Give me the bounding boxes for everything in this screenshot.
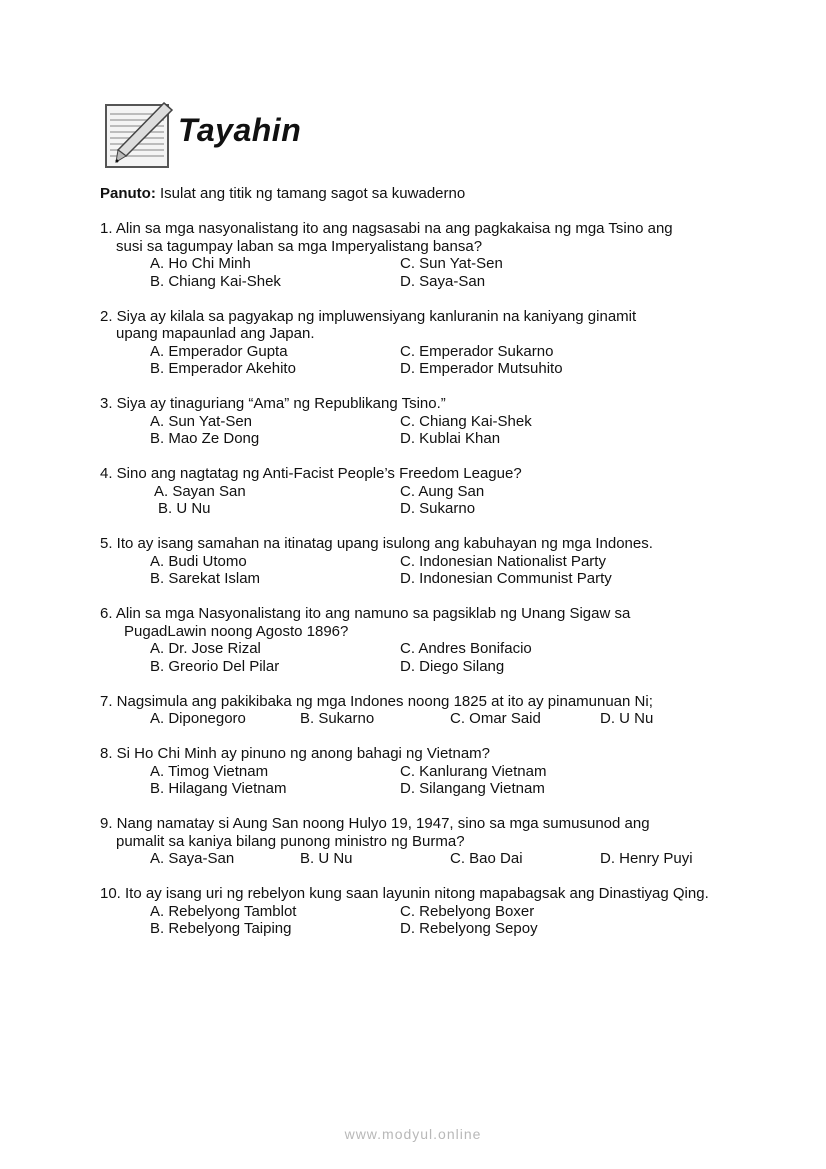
question-list (100, 220, 780, 955)
answer-options (100, 553, 780, 588)
question-stem: 5. Ito ay isang samahan na itinatag upang isulong ang kabuhayan ng mga Indones. (100, 535, 653, 552)
answer-option: A. Emperador Gupta (150, 342, 288, 360)
answer-option: C. Chiang Kai-Shek (400, 412, 532, 430)
question-stem: 8. Si Ho Chi Minh ay pinuno ng anong bahagi ng Vietnam? (100, 745, 490, 762)
page-title: Tayahin (178, 112, 302, 148)
answer-options (100, 710, 780, 728)
answer-option: D. Emperador Mutsuhito (400, 360, 563, 377)
question-stem: 6. Alin sa mga Nasyonalistang ito ang namuno sa pagsiklab ng Unang Sigaw sa PugadLawin noong Agosto 1896? (100, 605, 631, 640)
answer-option: D. Kublai Khan (400, 430, 501, 447)
answer-option: A. Sayan San (154, 482, 246, 500)
question-stem: 3. Siya ay tinaguriang “Ama” ng Republikang Tsino.” (100, 395, 446, 412)
question-6 (100, 605, 780, 675)
footer-watermark: www.modyul.online (344, 1126, 482, 1142)
question-9 (100, 815, 780, 868)
answer-option: B. Hilagang Vietnam (150, 780, 287, 797)
instructions (100, 185, 465, 202)
answer-options (100, 640, 780, 675)
answer-option: A. Saya-San (150, 850, 235, 867)
question-stem: 2. Siya ay kilala sa pagyakap ng impluwensiyang kanluranin na kaniyang ginamit upang mapaunlad ang Japan. (100, 307, 637, 342)
question-8 (100, 745, 780, 798)
answer-option: C. Indonesian Nationalist Party (400, 552, 606, 570)
answer-options (100, 343, 780, 378)
answer-option: C. Sun Yat-Sen (400, 255, 503, 272)
answer-option: B. Sukarno (300, 710, 375, 727)
answer-option: C. Emperador Sukarno (400, 342, 554, 360)
answer-option: A. Ho Chi Minh (150, 255, 251, 272)
answer-option: B. Sarekat Islam (150, 570, 261, 587)
answer-options (100, 763, 780, 798)
answer-option: B. Chiang Kai-Shek (150, 272, 281, 290)
answer-options (100, 903, 780, 938)
answer-option: A. Diponegoro (150, 710, 246, 727)
answer-option: C. Bao Dai (450, 850, 523, 867)
answer-option: B. Rebelyong Taiping (150, 920, 292, 937)
answer-option: D. Diego Silang (400, 657, 505, 675)
answer-option: C. Kanlurang Vietnam (400, 762, 547, 780)
answer-option: D. Rebelyong Sepoy (400, 920, 538, 937)
question-stem: 10. Ito ay isang uri ng rebelyon kung saan layunin nitong mapabagsak ang Dinastiyag Qing. (100, 885, 709, 902)
question-stem: 9. Nang namatay si Aung San noong Hulyo 19, 1947, sino sa mga sumusunod ang pumalit sa kaniya bilang punong ministro ng Burma? (100, 815, 650, 850)
question-stem: 4. Sino ang nagtatag ng Anti-Facist People’s Freedom League? (100, 465, 522, 482)
answer-option: D. Saya-San (400, 272, 486, 290)
answer-option: A. Sun Yat-Sen (150, 412, 253, 430)
answer-option: C. Andres Bonifacio (400, 640, 532, 657)
answer-option: A. Budi Utomo (150, 552, 247, 570)
answer-option: B. Mao Ze Dong (150, 430, 260, 447)
answer-option: B. U Nu (158, 500, 211, 517)
answer-option: C. Rebelyong Boxer (400, 902, 535, 920)
question-stem: 1. Alin sa mga nasyonalistang ito ang nagsasabi na ang pagkakaisa ng mga Tsino ang susi sa tagumpay laban sa mga Imperyalistang bansa? (100, 220, 673, 255)
question-3 (100, 395, 780, 448)
answer-option: B. Greorio Del Pilar (150, 657, 280, 675)
answer-option: A. Dr. Jose Rizal (150, 640, 261, 657)
answer-option: D. U Nu (600, 710, 654, 727)
answer-option: B. U Nu (300, 850, 353, 867)
answer-option: D. Henry Puyi (600, 850, 693, 867)
question-stem: 7. Nagsimula ang pakikibaka ng mga Indones noong 1825 at ito ay pinamunuan Ni; (100, 692, 653, 710)
answer-option: C. Omar Said (450, 710, 541, 727)
question-4 (100, 465, 780, 518)
answer-option: C. Aung San (400, 482, 485, 500)
question-5 (100, 535, 780, 588)
question-10 (100, 885, 780, 938)
question-1 (100, 220, 780, 290)
answer-options (100, 850, 780, 868)
answer-option: A. Rebelyong Tamblot (150, 902, 297, 920)
question-2 (100, 308, 780, 378)
instructions-text: Isulat ang titik ng tamang sagot sa kuwaderno (155, 185, 466, 202)
answer-option: B. Emperador Akehito (150, 360, 296, 377)
answer-option: D. Sukarno (400, 500, 476, 517)
answer-options (100, 255, 780, 290)
answer-option: A. Timog Vietnam (150, 762, 269, 780)
answer-option: D. Indonesian Communist Party (400, 570, 612, 587)
answer-option: D. Silangang Vietnam (400, 780, 545, 797)
question-7 (100, 693, 780, 728)
instructions-label: Panuto: (100, 185, 156, 202)
answer-options (100, 413, 780, 448)
notepad-pencil-icon (104, 102, 174, 170)
answer-options (100, 483, 780, 518)
